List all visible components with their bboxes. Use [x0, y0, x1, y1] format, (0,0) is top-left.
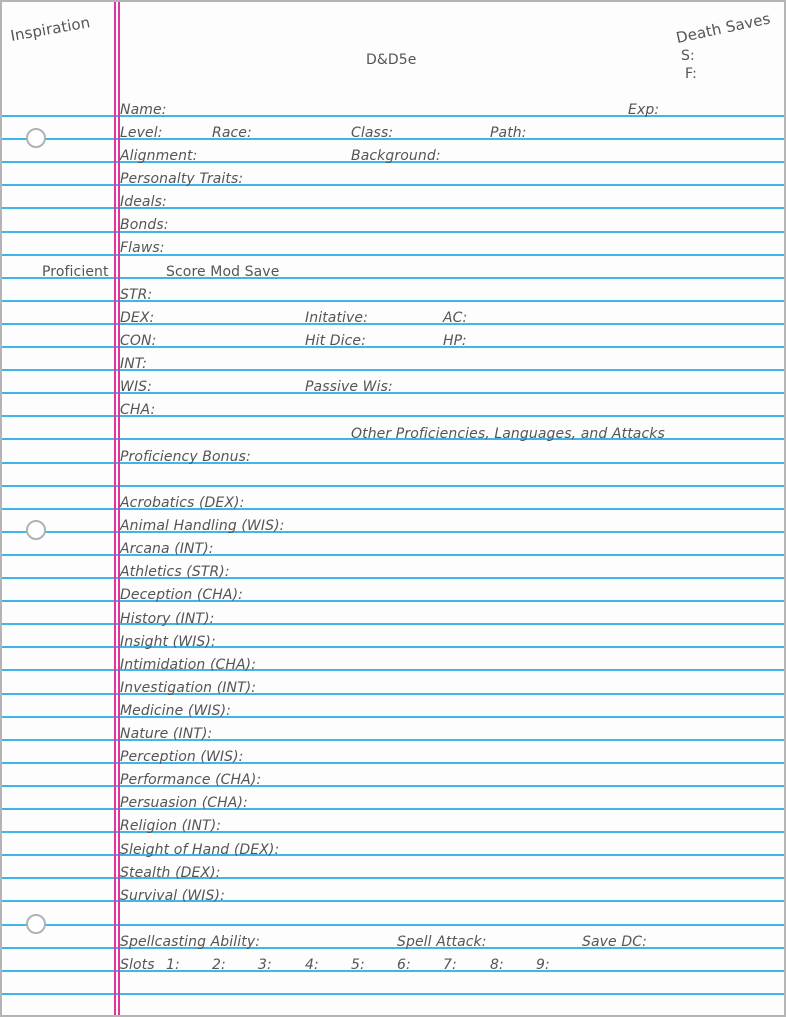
- skill-field[interactable]: Medicine (WIS):: [120, 703, 231, 719]
- ability-wis[interactable]: WIS:: [120, 379, 152, 395]
- alignment-field[interactable]: Alignment:: [120, 148, 198, 164]
- ability-int[interactable]: INT:: [120, 356, 147, 372]
- skill-field[interactable]: Stealth (DEX):: [120, 865, 221, 881]
- spellcasting-ability-field[interactable]: Spellcasting Ability:: [120, 934, 261, 950]
- skill-field[interactable]: Animal Handling (WIS):: [120, 518, 285, 534]
- spell-slot-7[interactable]: 7:: [443, 957, 457, 973]
- bonds-field[interactable]: Bonds:: [120, 217, 169, 233]
- hp-field[interactable]: HP:: [443, 333, 467, 349]
- flaws-field[interactable]: Flaws:: [120, 240, 165, 256]
- ability-str[interactable]: STR:: [120, 287, 153, 303]
- death-saves-success[interactable]: S:: [681, 48, 695, 64]
- skill-field[interactable]: Intimidation (CHA):: [120, 657, 257, 673]
- skill-field[interactable]: History (INT):: [120, 611, 215, 627]
- initiative-field[interactable]: Initative:: [305, 310, 368, 326]
- level-field[interactable]: Level:: [120, 125, 163, 141]
- skill-field[interactable]: Insight (WIS):: [120, 634, 216, 650]
- path-field[interactable]: Path:: [490, 125, 527, 141]
- class-field[interactable]: Class:: [351, 125, 394, 141]
- binder-hole-bottom-icon: [26, 914, 46, 934]
- skill-field[interactable]: Nature (INT):: [120, 726, 213, 742]
- skill-field[interactable]: Persuasion (CHA):: [120, 795, 248, 811]
- spell-attack-field[interactable]: Spell Attack:: [397, 934, 487, 950]
- skill-field[interactable]: Deception (CHA):: [120, 587, 243, 603]
- personality-traits-field[interactable]: Personalty Traits:: [120, 171, 244, 187]
- save-dc-field[interactable]: Save DC:: [582, 934, 647, 950]
- spell-slot-4[interactable]: 4:: [305, 957, 319, 973]
- background-field[interactable]: Background:: [351, 148, 441, 164]
- proficiency-bonus-field[interactable]: Proficiency Bonus:: [120, 449, 251, 465]
- skill-field[interactable]: Performance (CHA):: [120, 772, 262, 788]
- skill-field[interactable]: Investigation (INT):: [120, 680, 257, 696]
- ability-dex[interactable]: DEX:: [120, 310, 155, 326]
- skill-field[interactable]: Sleight of Hand (DEX):: [120, 842, 280, 858]
- ideals-field[interactable]: Ideals:: [120, 194, 167, 210]
- spell-slot-2[interactable]: 2:: [212, 957, 226, 973]
- spell-slot-9[interactable]: 9:: [536, 957, 550, 973]
- skill-field[interactable]: Acrobatics (DEX):: [120, 495, 245, 511]
- spell-slot-5[interactable]: 5:: [351, 957, 365, 973]
- binder-hole-top-icon: [26, 128, 46, 148]
- spell-slot-6[interactable]: 6:: [397, 957, 411, 973]
- spell-slot-3[interactable]: 3:: [258, 957, 272, 973]
- spell-slot-1[interactable]: 1:: [166, 957, 180, 973]
- skill-field[interactable]: Perception (WIS):: [120, 749, 244, 765]
- hit-dice-field[interactable]: Hit Dice:: [305, 333, 366, 349]
- margin-line-left: [114, 2, 116, 1015]
- ability-cha[interactable]: CHA:: [120, 402, 156, 418]
- ac-field[interactable]: AC:: [443, 310, 468, 326]
- page-title: D&D5e: [366, 52, 417, 68]
- passive-wis-field[interactable]: Passive Wis:: [305, 379, 393, 395]
- death-saves-failure[interactable]: F:: [685, 66, 697, 82]
- ability-columns-header: Score Mod Save: [166, 264, 280, 280]
- binder-hole-middle-icon: [26, 520, 46, 540]
- skill-field[interactable]: Athletics (STR):: [120, 564, 230, 580]
- inspiration-label: Inspiration: [9, 13, 92, 45]
- name-field[interactable]: Name:: [120, 102, 167, 118]
- exp-field[interactable]: Exp:: [628, 102, 660, 118]
- skill-field[interactable]: Religion (INT):: [120, 818, 222, 834]
- spell-slots-label: Slots: [120, 957, 155, 973]
- skill-field[interactable]: Survival (WIS):: [120, 888, 225, 904]
- spell-slot-8[interactable]: 8:: [490, 957, 504, 973]
- other-proficiencies-heading: Other Proficiencies, Languages, and Attacks: [351, 426, 665, 442]
- proficient-header: Proficient: [42, 264, 109, 280]
- death-saves-label: Death Saves: [674, 9, 772, 47]
- ability-con[interactable]: CON:: [120, 333, 157, 349]
- race-field[interactable]: Race:: [212, 125, 252, 141]
- skill-field[interactable]: Arcana (INT):: [120, 541, 214, 557]
